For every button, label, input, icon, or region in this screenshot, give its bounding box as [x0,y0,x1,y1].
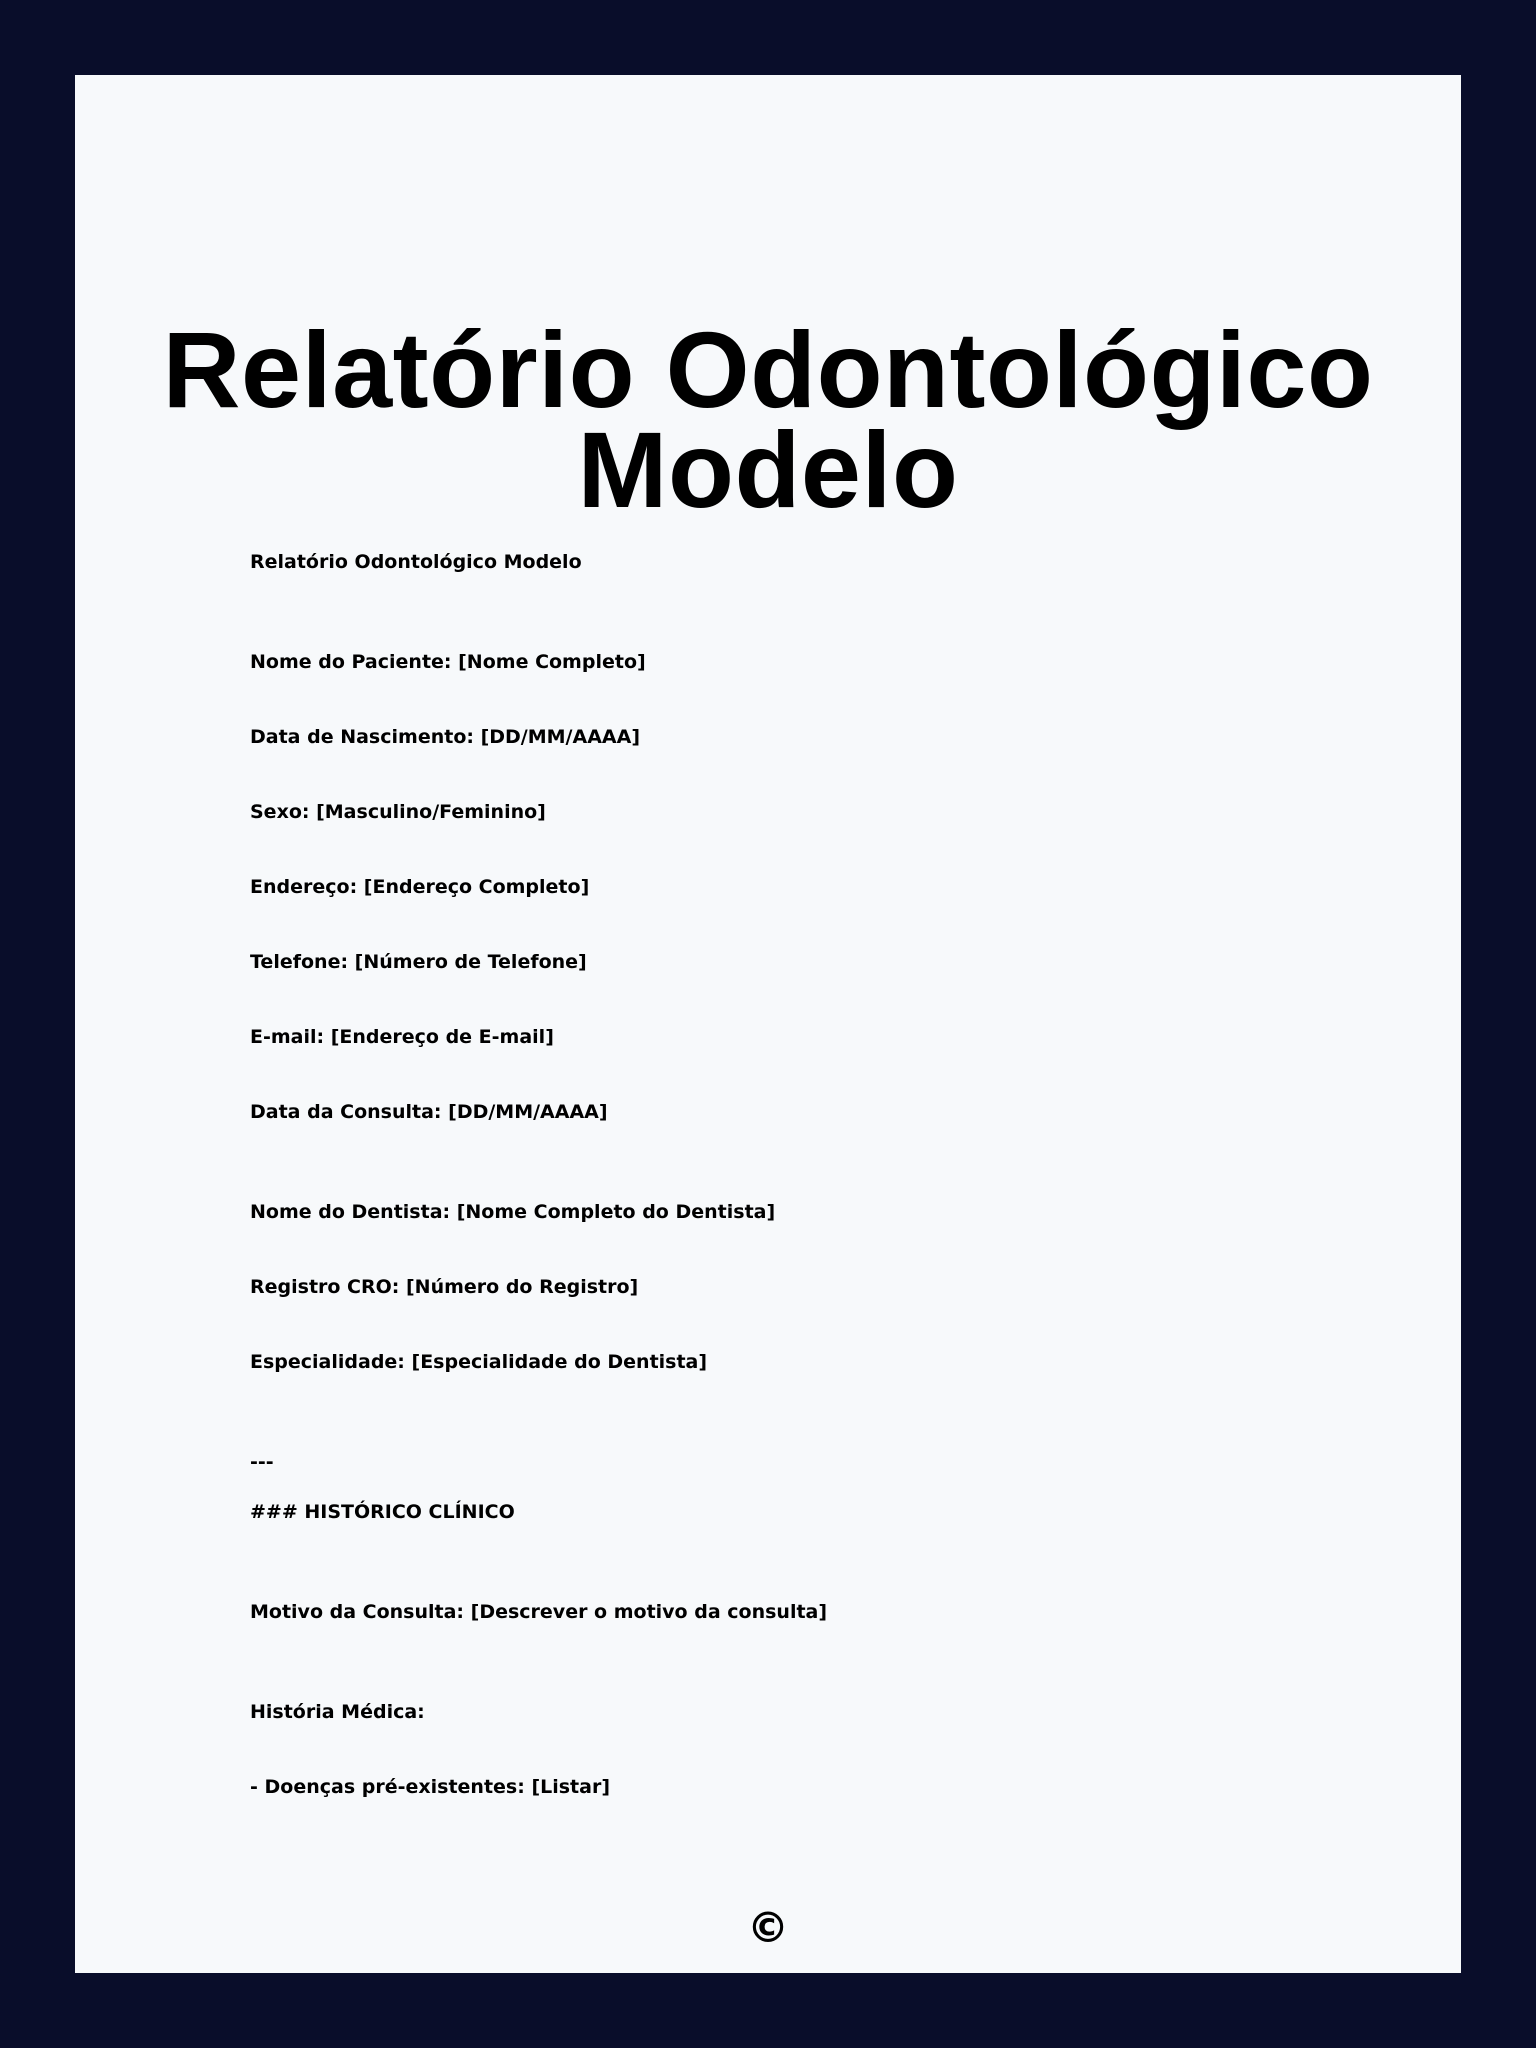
patient-name-line: Nome do Paciente: [Nome Completo] [250,651,646,673]
cro-registration-line: Registro CRO: [Número do Registro] [250,1276,639,1298]
consultation-reason-line: Motivo da Consulta: [Descrever o motivo da consulta] [250,1601,828,1623]
document-title-line-2: Modelo [577,409,959,530]
copyright-icon: © [747,1903,789,1952]
phone-line: Telefone: [Número de Telefone] [250,951,587,973]
clinical-history-heading: ### HISTÓRICO CLÍNICO [250,1501,515,1523]
address-line: Endereço: [Endereço Completo] [250,876,590,898]
document-title [75,309,1461,530]
document-title-line-1: Relatório Odontológico [162,309,1374,430]
document-page [75,75,1461,1973]
birth-date-line: Data de Nascimento: [DD/MM/AAAA] [250,726,641,748]
dentist-name-line: Nome do Dentista: [Nome Completo do Dentista] [250,1201,776,1223]
consultation-date-line: Data da Consulta: [DD/MM/AAAA] [250,1101,608,1123]
preexisting-diseases-line: - Doenças pré-existentes: [Listar] [250,1776,611,1798]
email-line: E-mail: [Endereço de E-mail] [250,1026,554,1048]
subtitle-line: Relatório Odontológico Modelo [250,551,582,573]
sex-line: Sexo: [Masculino/Feminino] [250,801,546,823]
specialty-line: Especialidade: [Especialidade do Dentista] [250,1351,708,1373]
medical-history-line: História Médica: [250,1701,425,1723]
separator-line: --- [250,1451,274,1473]
